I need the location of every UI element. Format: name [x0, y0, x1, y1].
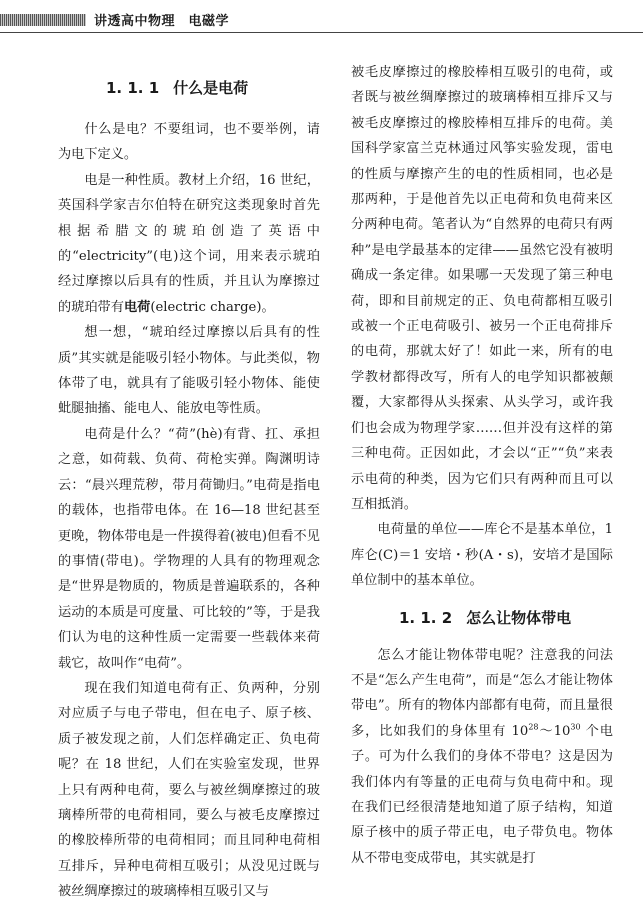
superscript: 28 [528, 722, 539, 732]
paragraph: 现在我们知道电荷有正、负两种，分别对应质子与电子带电，但在电子、原子核、质子被发现之前，人们怎样确定正、负电荷呢？在 18 世纪，人们在实验室发现，世界上只有两种电荷，要么与被丝绸摩擦过的玻璃棒所带的电荷相同，要么与被毛皮摩擦过的橡胶棒所带的电荷相同；而且同种电荷相互排斥，异种电荷相互吸引；从没见过既与被丝绸摩擦过的玻璃棒相互吸引又与 [58, 680, 320, 900]
header-rule [0, 32, 643, 33]
header-decoration-bar [0, 14, 86, 26]
paragraph-text: 电是一种性质。教材上介绍，16 世纪，英国科学家吉尔伯特在研究这类现象时首先根据希腊文的琥珀创造了英语中的“electricity”(电)这个词，用来表示琥珀经过摩擦以后具有的性质，并且认为摩擦过的琥珀带有 [58, 172, 320, 315]
right-column [351, 60, 613, 871]
paragraph: 电荷是什么？“荷”(hè)有背、扛、承担之意，如荷载、负荷、荷枪实弹。陶渊明诗云：“晨兴理荒秽，带月荷锄归。”电荷是指电的载体，也指带电体。在 16—18 世纪甚至更晚，物体带电是一件摸得着(被电)但看不见的事情(带电)。学物理的人具有的物理观念是“世界是物质的，物质是普遍联系的，各种运动的本质是可度量、可比较的”等，于是我们认为电的这种性质一定需要一些载体来荷载它，故叫作“电荷”。 [58, 426, 320, 671]
paragraph-text: ～10 [538, 723, 571, 739]
page-header [0, 10, 643, 32]
section-title: 怎么让物体带电 [466, 608, 572, 627]
paragraph [58, 168, 320, 320]
section-title: 什么是电荷 [173, 79, 249, 97]
superscript: 30 [570, 722, 581, 732]
section-heading-1-1-2 [351, 606, 613, 631]
paragraph: 被毛皮摩擦过的橡胶棒相互吸引的电荷，或者既与被丝绸摩擦过的玻璃棒相互排斥又与被毛皮摩擦过的橡胶棒相互排斥的电荷。美国科学家富兰克林通过风筝实验发现，雷电的性质与摩擦产生的电的性质相同，也必是那两种，于是他首先以正电荷和负电荷来区分两种电荷。笔者认为“自然界的电荷只有两种”是电学最基本的定律——虽然它没有被明确成一条定律。如果哪一天发现了第三种电荷，即和目前规定的正、负电荷都相互吸引或被一个正电荷吸引、被另一个正电荷排斥的电荷，那就太好了！如此一来，所有的电学教材都得改写，所有人的电学知识都被颠覆，大家都得从头探索、从头学习，或许我们也会成为物理学家……但并没有这样的第三种电荷。正因如此，才会以“正”“负”来表示电荷的种类，因为它们只有两种而且可以互相抵消。 [351, 65, 613, 512]
section-heading-1-1-1 [58, 76, 320, 101]
paragraph-text: (electric charge)。 [150, 299, 275, 315]
left-column [58, 76, 320, 905]
paragraph: 想一想，“琥珀经过摩擦以后具有的性质”其实就是能吸引轻小物体。与此类似，物体带了电，就具有了能吸引轻小物体、能使蚍腿抽搐、能电人、能放电等性质。 [58, 325, 320, 417]
section-number: 1. 1. 1 [106, 79, 160, 97]
paragraph-text: 个电子。可为什么我们的身体不带电？这是因为我们体内有等量的正电荷与负电荷中和。现在我们已经很清楚地知道了原子结构，知道原子核中的质子带正电，电子带负电。物体从不带电变成带电，其实就是打 [351, 723, 613, 866]
running-title: 讲透高中物理 电磁学 [94, 14, 230, 29]
key-term: 电荷 [123, 299, 151, 315]
paragraph-text: 怎么才能让物体带电呢？注意我的问法不是“怎么产生电荷”，而是“怎么才能让物体带电”。所有的物体内部都有电荷，而且量很多，比如我们的身体里有 10 [351, 647, 613, 739]
section-number: 1. 1. 2 [399, 608, 453, 627]
paragraph: 什么是电？不要组词，也不要举例，请为电下定义。 [58, 122, 320, 163]
paragraph [351, 643, 613, 872]
paragraph: 电荷量的单位——库仑不是基本单位，1 库仑(C)＝1 安培・秒(A・s)，安培才是国际单位制中的基本单位。 [351, 522, 613, 589]
